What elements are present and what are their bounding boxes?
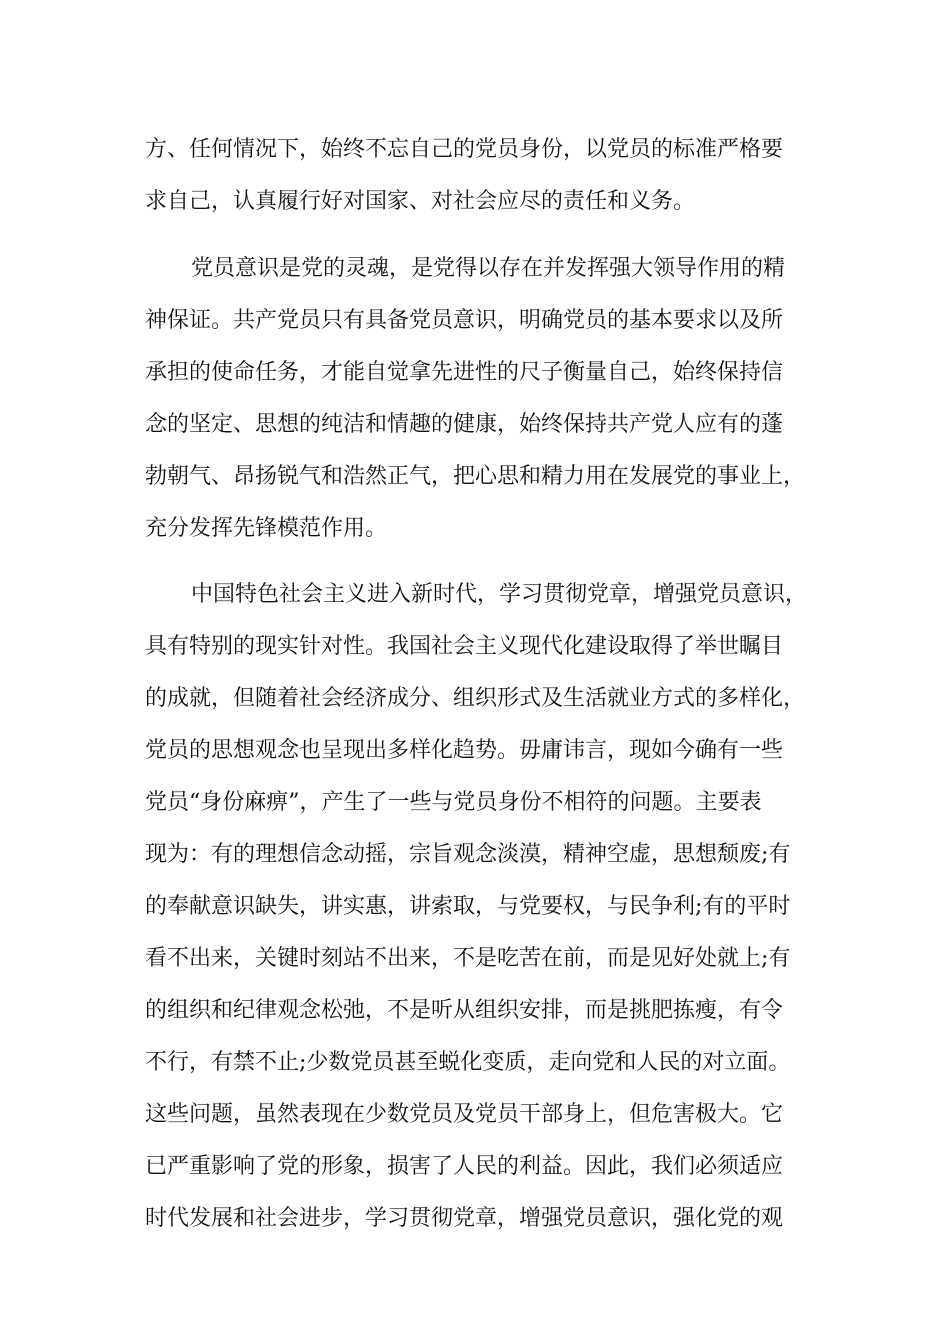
paragraph-3-line-5: 党员“身份麻痹”，产生了一些与党员身份不相符的问题。主要表: [145, 790, 762, 815]
paragraph-3-line-6: 现为：有的理想信念动摇，宗旨观念淡漠，精神空虚，思想颓废;有: [145, 842, 791, 867]
paragraph-3-line-9: 的组织和纪律观念松弛，不是听从组织安排，而是挑肥拣瘦，有令: [145, 998, 784, 1023]
paragraph-3-line-12: 已严重影响了党的形象，损害了人民的利益。因此，我们必须适应: [145, 1154, 784, 1179]
paragraph-1-line-2: 求自己，认真履行好对国家、对社会应尽的责任和义务。: [145, 189, 696, 214]
paragraph-3-line-11: 这些问题，虽然表现在少数党员及党员干部身上，但危害极大。它: [145, 1102, 784, 1127]
paragraph-3-line-1: 中国特色社会主义进入新时代，学习贯彻党章，增强党员意识，: [191, 582, 808, 607]
paragraph-2-line-6: 充分发挥先锋模范作用。: [145, 516, 388, 541]
paragraph-3-line-10: 不行，有禁不止;少数党员甚至蜕化变质，走向党和人民的对立面。: [145, 1050, 791, 1075]
paragraph-2-line-4: 念的坚定、思想的纯洁和情趣的健康，始终保持共产党人应有的蓬: [145, 412, 784, 437]
paragraph-2-line-3: 承担的使命任务，才能自觉拿先进性的尺子衡量自己，始终保持信: [145, 360, 784, 385]
paragraph-2-line-2: 神保证。共产党员只有具备党员意识，明确党员的基本要求以及所: [145, 308, 784, 333]
paragraph-3-line-4: 党员的思想观念也呈现出多样化趋势。毋庸讳言，现如今确有一些: [145, 738, 784, 763]
paragraph-3-line-2: 具有特别的现实针对性。我国社会主义现代化建设取得了举世瞩目: [145, 634, 784, 659]
paragraph-2-line-1: 党员意识是党的灵魂，是党得以存在并发挥强大领导作用的精: [191, 256, 786, 281]
paragraph-3-line-7: 的奉献意识缺失，讲实惠，讲索取，与党要权，与民争利;有的平时: [145, 894, 791, 919]
paragraph-1-line-1: 方、任何情况下，始终不忘自己的党员身份，以党员的标准严格要: [145, 137, 784, 162]
paragraph-3-line-3: 的成就，但随着社会经济成分、组织形式及生活就业方式的多样化，: [145, 686, 806, 711]
paragraph-3-line-13: 时代发展和社会进步，学习贯彻党章，增强党员意识，强化党的观: [145, 1206, 784, 1231]
paragraph-2-line-5: 勃朝气、昂扬锐气和浩然正气，把心思和精力用在发展党的事业上，: [145, 464, 806, 489]
paragraph-3-line-8: 看不出来，关键时刻站不出来，不是吃苦在前，而是见好处就上;有: [145, 946, 791, 971]
